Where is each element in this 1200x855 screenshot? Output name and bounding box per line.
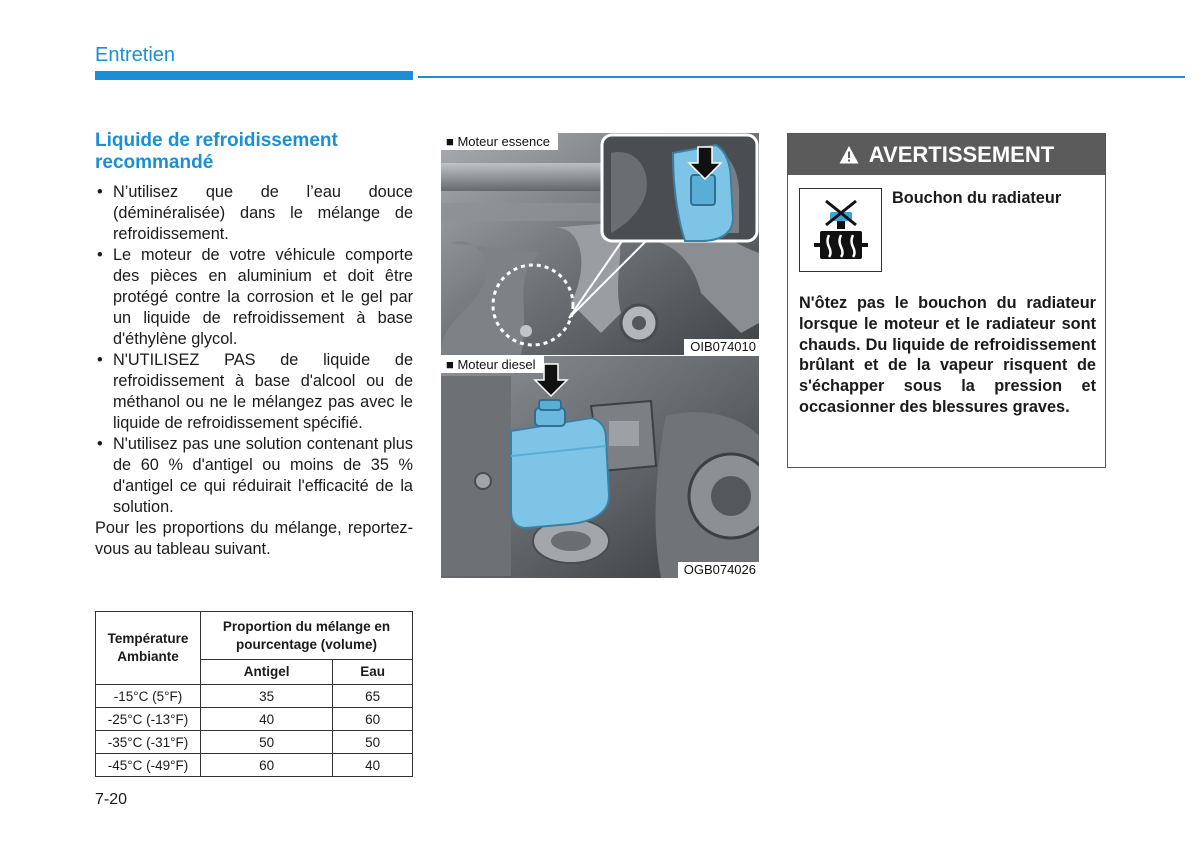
table-row: [96, 754, 413, 777]
cell-temperature: -25°C (-13°F): [96, 708, 201, 731]
cell-temperature: -15°C (5°F): [96, 685, 201, 708]
bullet-item: • N’utilisez que de l’eau douce (déminéralisée) dans le mélange de refroidissement.: [95, 182, 413, 245]
page-number: 7-20: [95, 791, 128, 808]
warning-box: [787, 133, 1106, 468]
bullet-item: • Le moteur de votre véhicule comporte des pièces en aluminium et doit être protégé contre la corrosion et le gel par un liquide de refroidissement à base d'éthylène glycol.: [95, 245, 413, 350]
col-header-antigel: Antigel: [201, 660, 333, 685]
radiator-cap-hot-icon: [799, 188, 882, 272]
cell-temperature: -35°C (-31°F): [96, 731, 201, 754]
cell-antigel: 40: [201, 708, 333, 731]
coolant-bullet-list: [95, 182, 413, 518]
table-row: [96, 731, 413, 754]
cell-temperature: -45°C (-49°F): [96, 754, 201, 777]
coolant-closing-text: Pour les proportions du mélange, reportez-vous au tableau suivant.: [95, 519, 413, 558]
header-rule-thick: [95, 71, 413, 80]
figure-petrol-engine: [441, 133, 759, 355]
cell-eau: 65: [333, 685, 413, 708]
warning-header-text: AVERTISSEMENT: [868, 141, 1055, 167]
section-title: Entretien: [95, 44, 176, 66]
table-row: [96, 685, 413, 708]
figure-code: OGB074026: [678, 562, 759, 578]
table-header-row: [96, 612, 413, 660]
figure-label: ■ Moteur essence: [441, 133, 558, 150]
header-rule-thin: [418, 76, 1185, 78]
table-row: [96, 708, 413, 731]
col-header-proportion: Proportion du mélange en pourcentage (volume): [201, 612, 413, 660]
figure-diesel-engine: [441, 356, 759, 578]
radiator-cap-hot-icon-graphic: [800, 189, 881, 271]
cell-antigel: 50: [201, 731, 333, 754]
coolant-heading: Liquide de refroidissement recommandé: [95, 130, 338, 173]
cell-eau: 60: [333, 708, 413, 731]
mixture-table: [95, 611, 413, 777]
col-header-eau: Eau: [333, 660, 413, 685]
bullet-item: • N'utilisez pas une solution contenant plus de 60 % d'antigel ou moins de 35 % d'antigel ce qui réduirait l'efficacité de la solution.: [95, 434, 413, 518]
petrol-engine-illustration: [441, 133, 759, 355]
bullet-item: • N'UTILISEZ PAS de liquide de refroidissement à base d'alcool ou de méthanol ou ne le mélangez pas avec le liquide de refroidissement spécifié.: [95, 350, 413, 434]
figure-code: OIB074010: [684, 339, 759, 355]
cell-eau: 40: [333, 754, 413, 777]
figure-label: ■ Moteur diesel: [441, 356, 544, 373]
cell-eau: 50: [333, 731, 413, 754]
col-header-temperature: Température Ambiante: [96, 612, 201, 685]
warning-triangle-icon: [839, 145, 859, 165]
diesel-engine-illustration: [441, 356, 759, 578]
warning-text: N'ôtez pas le bouchon du radiateur lorsque le moteur et le radiateur sont chauds. Du liquide de refroidissement brûlant et de la vapeur risquent de s'échapper sous la pression et occasionner des blessures graves.: [799, 294, 1096, 416]
warning-title: Bouchon du radiateur: [892, 189, 1062, 207]
warning-header: [788, 134, 1105, 175]
cell-antigel: 60: [201, 754, 333, 777]
cell-antigel: 35: [201, 685, 333, 708]
coolant-section: [95, 130, 413, 560]
